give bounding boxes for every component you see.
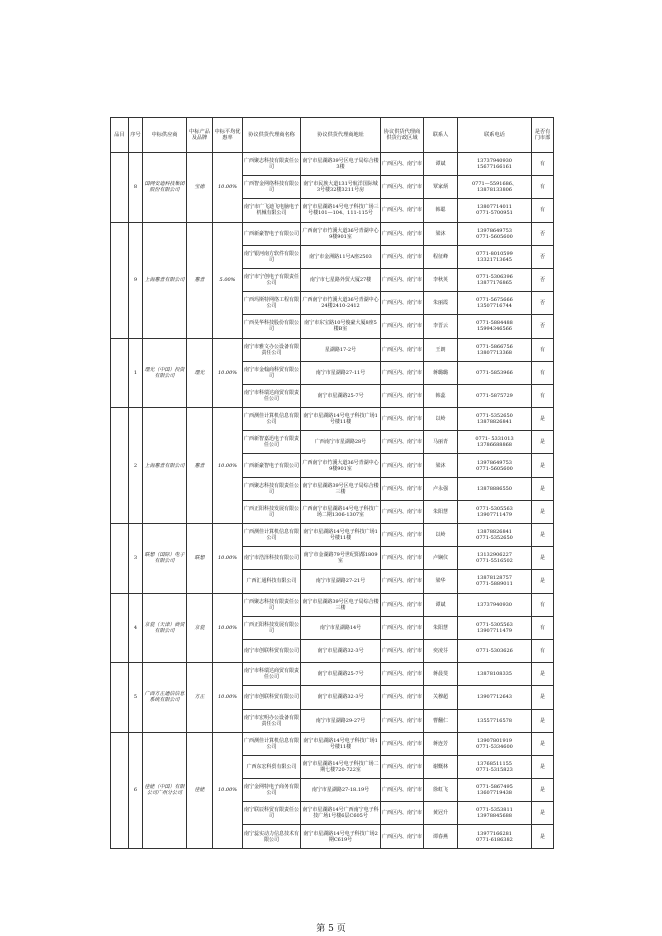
- storefront-cell: 有: [532, 593, 554, 616]
- contact-cell: 以岭: [424, 524, 458, 547]
- table-row: [111, 732, 554, 755]
- sequence-cell: 2: [129, 408, 143, 524]
- item-category-cell: [111, 408, 129, 524]
- supply-area-cell: 广西区内、南宁市: [381, 500, 424, 523]
- contact-cell: 徐虹飞: [424, 779, 458, 802]
- contact-cell: 王朗: [424, 338, 458, 361]
- discount-rate-cell: 10.00%: [213, 408, 243, 524]
- agent-address-cell: 南宁市星湖路39号区电子局综合楼三楼: [301, 477, 381, 500]
- supply-area-cell: 广西区内、南宁市: [381, 686, 424, 709]
- supply-area-cell: 广西区内、南宁市: [381, 199, 424, 222]
- agent-name-cell: 南宁金网特电子商务有限公司: [243, 779, 301, 802]
- supply-area-cell: 广西区内、南宁市: [381, 338, 424, 361]
- supply-area-cell: 广西区内、南宁市: [381, 477, 424, 500]
- brand-cell: 联想: [187, 524, 213, 594]
- sequence-cell: 8: [129, 153, 143, 223]
- table-row: [111, 663, 554, 686]
- phone-cell: 0771-5353811 13978845688: [458, 802, 532, 825]
- header-cell: 是否有门市部: [532, 118, 554, 153]
- agent-address-cell: 南宁市星湖路14号电子科技广场三号楼101—104、111-115号: [301, 199, 381, 222]
- discount-rate-cell: 10.00%: [213, 153, 243, 223]
- agent-address-cell: 南宁市星湖路27-21号: [301, 570, 381, 593]
- storefront-cell: 是: [532, 779, 554, 802]
- storefront-cell: 有: [532, 338, 554, 361]
- sequence-cell: 1: [129, 338, 143, 408]
- agent-name-cell: 广西聚志科技有限责任公司: [243, 593, 301, 616]
- agent-name-cell: 广西汇通科技有限公司: [243, 570, 301, 593]
- phone-cell: 13978649753 0771-5605600: [458, 454, 532, 477]
- agent-name-cell: 广西正阳科技发展有限公司: [243, 500, 301, 523]
- agent-name-cell: 南宁市宏明办公设备有限责任公司: [243, 709, 301, 732]
- agent-address-cell: 南宁市星湖路39号区电子局综合楼三楼: [301, 593, 381, 616]
- storefront-cell: 是: [532, 755, 554, 778]
- supplier-cell: 国网安迪科技集团股份有限公司: [143, 153, 187, 223]
- phone-cell: 13878108335: [458, 663, 532, 686]
- phone-cell: 0771- 5331013 13786688868: [458, 431, 532, 454]
- item-category-cell: [111, 222, 129, 338]
- supply-area-cell: 广西区内、南宁市: [381, 431, 424, 454]
- agent-address-cell: 南宁市星湖路14号电子科技广场1号楼11楼: [301, 524, 381, 547]
- sequence-cell: 4: [129, 593, 143, 663]
- contact-cell: 以岭: [424, 408, 458, 431]
- storefront-cell: 否: [532, 292, 554, 315]
- storefront-cell: 是: [532, 686, 554, 709]
- supply-area-cell: 广西区内、南宁市: [381, 639, 424, 662]
- agent-name-cell: 广西昊华科技股份有限公司: [243, 315, 301, 338]
- phone-cell: 13768511155 0771-5315823: [458, 755, 532, 778]
- storefront-cell: 是: [532, 431, 554, 454]
- supplier-cell: 广西方正通信信息系统有限公司: [143, 663, 187, 733]
- contact-cell: 马丽青: [424, 431, 458, 454]
- contact-cell: 梁沐: [424, 454, 458, 477]
- agent-address-cell: 南宁市星湖路25-7号: [301, 384, 381, 407]
- agent-name-cell: 广西测佳计算机信息有限公司: [243, 732, 301, 755]
- brand-cell: 惠普: [187, 222, 213, 338]
- header-cell: 中标产品及品牌: [187, 118, 213, 153]
- contact-cell: 覃家炳: [424, 176, 458, 199]
- agent-address-cell: 星湖路17-2号: [301, 338, 381, 361]
- brand-cell: 理光: [187, 338, 213, 408]
- document-page: [110, 117, 553, 849]
- phone-cell: 13878826841 0771-5352650: [458, 524, 532, 547]
- phone-cell: 13878886550: [458, 477, 532, 500]
- contact-cell: 李晋云: [424, 315, 458, 338]
- contact-cell: 朱丽霞: [424, 292, 458, 315]
- agent-address-cell: 南宁市星湖路14号电子科技广场二期七楼720-722室: [301, 755, 381, 778]
- sequence-cell: 5: [129, 663, 143, 733]
- phone-cell: 0771-8010599 13321713645: [458, 245, 532, 268]
- supply-area-cell: 广西区内、南宁市: [381, 616, 424, 639]
- contact-cell: 谭斌: [424, 593, 458, 616]
- supplier-cell: 理光（中国）投资有限公司: [143, 338, 187, 408]
- table-row: [111, 524, 554, 547]
- phone-cell: 13737940930: [458, 593, 532, 616]
- contact-cell: 黄冠升: [424, 802, 458, 825]
- discount-rate-cell: 10.00%: [213, 338, 243, 408]
- phone-cell: 13737940930 15677166161: [458, 153, 532, 176]
- header-cell: 协议供货代理商地址: [301, 118, 381, 153]
- supply-area-cell: 广西区内、南宁市: [381, 524, 424, 547]
- storefront-cell: 否: [532, 315, 554, 338]
- table-row: [111, 408, 554, 431]
- phone-cell: 0771-5867495 13607719438: [458, 779, 532, 802]
- table-row: [111, 153, 554, 176]
- contact-cell: 朱阳慧: [424, 616, 458, 639]
- agent-name-cell: 南宁市广飞迪飞电脑电子机械有限公司: [243, 199, 301, 222]
- header-cell: 协议供货代理商供货行政区域: [381, 118, 424, 153]
- supply-area-cell: 广西区内、南宁市: [381, 268, 424, 291]
- agent-name-cell: 广西玛斯特网络工程有限公司: [243, 292, 301, 315]
- storefront-cell: 是: [532, 709, 554, 732]
- contact-cell: 谢慨林: [424, 755, 458, 778]
- supplier-cell: 上海惠普有限公司: [143, 408, 187, 524]
- brand-cell: 宝德: [187, 153, 213, 223]
- contact-cell: 韩蕊: [424, 384, 458, 407]
- contact-cell: 梁华: [424, 570, 458, 593]
- item-category-cell: [111, 732, 129, 848]
- supplier-cell: 京瓷（天津）商贸有限公司: [143, 593, 187, 663]
- contact-cell: 曹翻仁: [424, 709, 458, 732]
- agent-name-cell: 南宁蕊实动力信息技术有限公司: [243, 825, 301, 848]
- storefront-cell: 否: [532, 245, 554, 268]
- table-row: [111, 593, 554, 616]
- agent-name-cell: 南宁市科瑞达商贸有限责任公司: [243, 663, 301, 686]
- discount-rate-cell: 10.00%: [213, 593, 243, 663]
- storefront-cell: 是: [532, 477, 554, 500]
- agent-address-cell: 南宁市星湖路27-11号: [301, 361, 381, 384]
- contact-cell: 蒋连芳: [424, 732, 458, 755]
- sequence-cell: 6: [129, 732, 143, 848]
- agent-name-cell: 南宁市创联科贸有限公司: [243, 686, 301, 709]
- item-category-cell: [111, 153, 129, 223]
- agent-address-cell: 南宁市星湖路27-18.19号: [301, 779, 381, 802]
- discount-rate-cell: 5.00%: [213, 222, 243, 338]
- agent-address-cell: 南宁市星湖路32-3号: [301, 686, 381, 709]
- storefront-cell: 是: [532, 408, 554, 431]
- storefront-cell: 是: [532, 547, 554, 570]
- contact-cell: 谭春燕: [424, 825, 458, 848]
- agent-address-cell: 广西南宁市竹溪大道36号青湖中心24楼2410-2412: [301, 292, 381, 315]
- contact-cell: 李秋英: [424, 268, 458, 291]
- agent-address-cell: 广西南宁市竹溪大道36号青湖中心9楼901室: [301, 222, 381, 245]
- supply-area-cell: 广西区内、南宁市: [381, 547, 424, 570]
- agent-address-cell: 广西南宁市星湖路28号: [301, 431, 381, 454]
- table-row: [111, 338, 554, 361]
- item-category-cell: [111, 338, 129, 408]
- contact-cell: 谭斌: [424, 153, 458, 176]
- storefront-cell: 有: [532, 153, 554, 176]
- phone-cell: 0771-5866756 13807713368: [458, 338, 532, 361]
- storefront-cell: 是: [532, 732, 554, 755]
- header-row: [111, 118, 554, 153]
- header-cell: 协议供货代理商名称: [243, 118, 301, 153]
- header-cell: 联系电话: [458, 118, 532, 153]
- agent-address-cell: 南宁市金湖路79号世纪阳都1809室: [301, 547, 381, 570]
- supply-area-cell: 广西区内、南宁市: [381, 825, 424, 848]
- contact-cell: 卢娴仪: [424, 547, 458, 570]
- agent-name-cell: 广西正阳科技发展有限公司: [243, 616, 301, 639]
- agent-name-cell: 南宁市创联科贸有限公司: [243, 639, 301, 662]
- table-body: [111, 153, 554, 849]
- contact-cell: 梁沐: [424, 222, 458, 245]
- agent-name-cell: 南宁银河南方软件有限公司: [243, 245, 301, 268]
- agent-name-cell: 广西聚志科技有限责任公司: [243, 153, 301, 176]
- agent-name-cell: 广西东宏科贸有限公司: [243, 755, 301, 778]
- storefront-cell: 是: [532, 454, 554, 477]
- table-row: [111, 222, 554, 245]
- brand-cell: 方正: [187, 663, 213, 733]
- storefront-cell: 有: [532, 199, 554, 222]
- agent-address-cell: 南宁市星湖路25-7号: [301, 663, 381, 686]
- storefront-cell: 有: [532, 384, 554, 407]
- header-cell: 中标平均优惠率: [213, 118, 243, 153]
- supply-area-cell: 广西区内、南宁市: [381, 732, 424, 755]
- agent-name-cell: 广西测佳计算机信息有限公司: [243, 408, 301, 431]
- agent-address-cell: 南宁市星湖路14号电子科技广场2期C619号: [301, 825, 381, 848]
- sequence-cell: 3: [129, 524, 143, 594]
- phone-cell: 13907801919 0771-5334600: [458, 732, 532, 755]
- phone-cell: 0771-5675666 13507716744: [458, 292, 532, 315]
- phone-cell: 13557716578: [458, 709, 532, 732]
- agent-name-cell: 南宁市浩泽科技有限公司: [243, 547, 301, 570]
- supply-area-cell: 广西区内、南宁市: [381, 222, 424, 245]
- phone-cell: 0771-5305563 13907711479: [458, 616, 532, 639]
- header-cell: 序号: [129, 118, 143, 153]
- brand-cell: 佳能: [187, 732, 213, 848]
- phone-cell: 13878128757 0771-5889011: [458, 570, 532, 593]
- supply-area-cell: 广西区内、南宁市: [381, 176, 424, 199]
- phone-cell: 0771-5352650 13878826841: [458, 408, 532, 431]
- phone-cell: 0771-5853966: [458, 361, 532, 384]
- supplier-table: [110, 117, 554, 849]
- supply-area-cell: 广西区内、南宁市: [381, 361, 424, 384]
- supply-area-cell: 广西区内、南宁市: [381, 755, 424, 778]
- supply-area-cell: 广西区内、南宁市: [381, 593, 424, 616]
- agent-name-cell: 南宁市科瑞达商贸有限责任公司: [243, 384, 301, 407]
- contact-cell: 韩聪: [424, 199, 458, 222]
- phone-cell: 0771—5591686、13878133806: [458, 176, 532, 199]
- agent-name-cell: 南宁联辰科贸有限责任公司: [243, 802, 301, 825]
- contact-cell: 蒋晨斐: [424, 663, 458, 686]
- agent-address-cell: 南宁市东宝路10号俊豪大厦8座5楼B室: [301, 315, 381, 338]
- agent-name-cell: 广西新豪智电子有限公司: [243, 222, 301, 245]
- storefront-cell: 是: [532, 825, 554, 848]
- contact-cell: 奕凌芬: [424, 639, 458, 662]
- supply-area-cell: 广西区内、南宁市: [381, 292, 424, 315]
- agent-address-cell: 南宁市七星路外贸大厦27楼: [301, 268, 381, 291]
- phone-cell: 0771-5884488 15994346566: [458, 315, 532, 338]
- supplier-cell: 上海惠普有限公司: [143, 222, 187, 338]
- agent-address-cell: 南宁市星湖路32-3号: [301, 639, 381, 662]
- supply-area-cell: 广西区内、南宁市: [381, 570, 424, 593]
- supply-area-cell: 广西区内、南宁市: [381, 384, 424, 407]
- supply-area-cell: 广西区内、南宁市: [381, 315, 424, 338]
- supply-area-cell: 广西区内、南宁市: [381, 245, 424, 268]
- phone-cell: 13978649753 0771-5605600: [458, 222, 532, 245]
- contact-cell: 卢永强: [424, 477, 458, 500]
- agent-address-cell: 南宁市星湖路14号: [301, 616, 381, 639]
- phone-cell: 0771-5875729: [458, 384, 532, 407]
- agent-name-cell: 南宁市金翰商科贸有限公司: [243, 361, 301, 384]
- storefront-cell: 有: [532, 176, 554, 199]
- item-category-cell: [111, 663, 129, 733]
- storefront-cell: 有: [532, 361, 554, 384]
- contact-cell: 蒋璐璐: [424, 361, 458, 384]
- agent-name-cell: 广西测佳计算机信息有限公司: [243, 524, 301, 547]
- phone-cell: 13907712643: [458, 686, 532, 709]
- brand-cell: 惠普: [187, 408, 213, 524]
- agent-address-cell: 南宁市星湖路14号广西南宁电子科技广场1号楼6层C605号: [301, 802, 381, 825]
- supply-area-cell: 广西区内、南宁市: [381, 408, 424, 431]
- agent-address-cell: 南宁市星湖路39号区电子局综合楼3楼: [301, 153, 381, 176]
- agent-name-cell: 广西智金网络科技有限公司: [243, 176, 301, 199]
- storefront-cell: 是: [532, 663, 554, 686]
- discount-rate-cell: 10.00%: [213, 524, 243, 594]
- agent-address-cell: 南宁市星湖路14号电子科技广场1号楼11楼: [301, 732, 381, 755]
- discount-rate-cell: 10.00%: [213, 663, 243, 733]
- agent-name-cell: 广西新智嘉迅电子有限责任公司: [243, 431, 301, 454]
- storefront-cell: 有: [532, 639, 554, 662]
- phone-cell: 0771-5306396 13877176865: [458, 268, 532, 291]
- item-category-cell: [111, 524, 129, 594]
- phone-cell: 13132906227 0771-5516502: [458, 547, 532, 570]
- agent-name-cell: 南宁市宁创电子有限责任公司: [243, 268, 301, 291]
- agent-address-cell: 广西南宁市星湖路14号电子科技广场二期1306-1307室: [301, 500, 381, 523]
- supply-area-cell: 广西区内、南宁市: [381, 454, 424, 477]
- agent-name-cell: 广西聚志科技有限责任公司: [243, 477, 301, 500]
- storefront-cell: 是: [532, 500, 554, 523]
- phone-cell: 13977166281 0771-6186382: [458, 825, 532, 848]
- discount-rate-cell: 10.00%: [213, 732, 243, 848]
- header-cell: 中标供应商: [143, 118, 187, 153]
- phone-cell: 0771-5305563 13907711479: [458, 500, 532, 523]
- agent-address-cell: 南宁市民族大道131号航洋国际城3号楼32楼3211号房: [301, 176, 381, 199]
- supply-area-cell: 广西区内、南宁市: [381, 663, 424, 686]
- header-cell: 联系人: [424, 118, 458, 153]
- contact-cell: 程征峰: [424, 245, 458, 268]
- agent-address-cell: 南宁市星湖路29-27号: [301, 709, 381, 732]
- page-number: 第 5 页: [316, 924, 346, 934]
- brand-cell: 京瓷: [187, 593, 213, 663]
- phone-cell: 0771-5303626: [458, 639, 532, 662]
- agent-address-cell: 广西南宁市竹溪大道36号青湖中心9楼901室: [301, 454, 381, 477]
- supplier-cell: 联想（国际）电子有限公司: [143, 524, 187, 594]
- agent-address-cell: 南宁市金洲路11号A座2503: [301, 245, 381, 268]
- storefront-cell: 是: [532, 570, 554, 593]
- item-category-cell: [111, 593, 129, 663]
- storefront-cell: 否: [532, 222, 554, 245]
- header-cell: 品目: [111, 118, 129, 153]
- sequence-cell: 9: [129, 222, 143, 338]
- storefront-cell: 是: [532, 802, 554, 825]
- storefront-cell: 有: [532, 616, 554, 639]
- storefront-cell: 否: [532, 268, 554, 291]
- contact-cell: 关穆超: [424, 686, 458, 709]
- agent-address-cell: 南宁市星湖路14号电子科技广场1号楼11楼: [301, 408, 381, 431]
- storefront-cell: 是: [532, 524, 554, 547]
- phone-cell: 13807714011 0771-5700951: [458, 199, 532, 222]
- agent-name-cell: 广西新豪智电子有限公司: [243, 454, 301, 477]
- supply-area-cell: 广西区内、南宁市: [381, 802, 424, 825]
- supplier-cell: 佳能（中国）有限公司广州分公司: [143, 732, 187, 848]
- contact-cell: 朱阳慧: [424, 500, 458, 523]
- supply-area-cell: 广西区内、南宁市: [381, 153, 424, 176]
- supply-area-cell: 广西区内、南宁市: [381, 779, 424, 802]
- agent-name-cell: 南宁市雅文办公设备有限责任公司: [243, 338, 301, 361]
- supply-area-cell: 广西区内、南宁市: [381, 709, 424, 732]
